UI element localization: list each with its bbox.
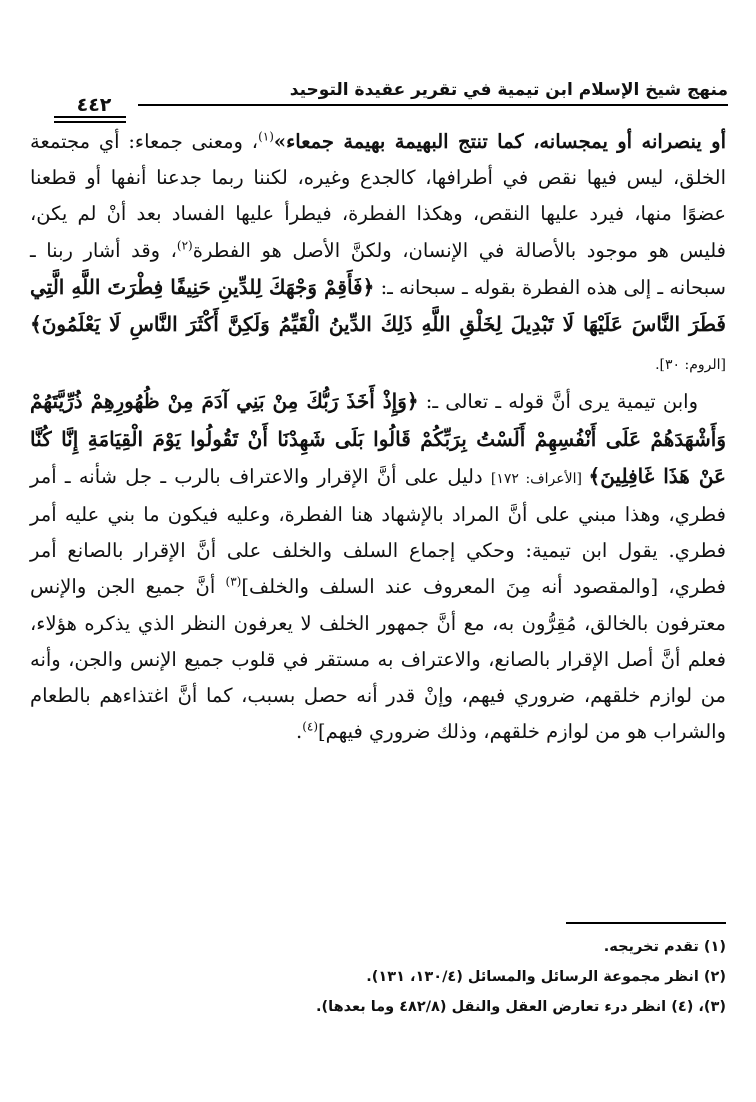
- text-segment: ، وقد أشار ربنا ـ سبحانه ـ إلى هذه الفطرة بقوله ـ سبحانه ـ:: [30, 238, 726, 299]
- quran-verse-rum-30: ﴿فَأَقِمْ وَجْهَكَ لِلدِّينِ حَنِيفًا فِطْرَتَ اللَّهِ الَّتِي فَطَرَ النَّاسَ عَلَيْهَا لَا تَبْدِيلَ لِخَلْقِ اللَّهِ ذَلِكَ الدِّينُ الْقَيِّمُ وَلَكِنَّ أَكْثَرَ النَّاسِ لَا يَعْلَمُونَ﴾: [30, 274, 726, 337]
- text-segment: دليل على أنَّ الإقرار والاعتراف بالرب ـ جل شأنه ـ أمر فطري، وهذا مبني على أنَّ المراد بالإشهاد هنا الفطرة، وعليه فيكون ما بني عليه أمر فطري. يقول ابن تيمية: وحكي إجماع السلف والخلف على أنَّ الإقرار بالصانع أمر فطري، [والمقصود أنه مِنَ المعروف عند السلف والخلف]: [30, 464, 726, 599]
- running-title: منهج شيخ الإسلام ابن تيمية في تقرير عقيدة التوحيد: [289, 80, 728, 100]
- text-segment: ، ومعنى جمعاء: أي مجتمعة الخلق، ليس فيها نقص في أطرافها، كالجدع وغيره، لكننا ربما جدعنا أنفها أو قطعنا عضوًا منها، فيرد عليها النقص، وهكذا الفطرة، فيطرأ عليها الفساد بعد أنْ لم يكن، فليس هو موجود بالأصالة في الإنسان، ولكنَّ الأصل هو الفطرة: [30, 130, 727, 262]
- running-header: [226, 78, 728, 102]
- text-segment: .: [296, 720, 303, 744]
- footnote-2: (٢) انظر مجموعة الرسائل والمسائل (١٣٠/٤، ١٣١).: [366, 969, 726, 985]
- header-rule: [92, 104, 728, 106]
- footnote-3-4: (٣)، (٤) انظر درء تعارض العقل والنقل (٤٨٢/٨ وما بعدها).: [316, 999, 726, 1015]
- verse-reference: [الروم: ٣٠].: [655, 357, 726, 374]
- footnote-marker-4: (٤): [302, 719, 319, 734]
- footnote-marker-1: (١): [258, 129, 274, 144]
- hadith-quote: أو ينصرانه أو يمجسانه، كما تنتج البهيمة بهيمة جمعاء»: [273, 130, 726, 153]
- main-text: [30, 124, 726, 750]
- verse-reference: [الأعراف: ١٧٢]: [490, 470, 589, 487]
- text-segment: أنَّ جميع الجن والإنس معترفون بالخالق، مُقِرُّون به، مع أنَّ جمهور الخلف لا يعرفون النظر الذي يذكره هؤلاء، فعلم أنَّ أصل الإقرار بالصانع، والاعتراف به مستقر في قلوب جميع الإنس والجن، وأنه من لوازم خلقهم، ضروري فيهم، وإنْ قدر أنه حصل بسبب، كما أنَّ اغتذاءهم بالطعام والشراب هو من لوازم خلقهم، وذلك ضروري فيهم]: [30, 575, 726, 744]
- page-number: ٤٤٢: [50, 94, 138, 116]
- paragraph-1: [30, 124, 726, 383]
- footnotes: [30, 932, 726, 1022]
- quran-verse-araf-172: ﴿وَإِذْ أَخَذَ رَبُّكَ مِنْ بَنِي آدَمَ مِنْ ظُهُورِهِمْ ذُرِّيَّتَهُمْ وَأَشْهَدَهُمْ عَلَى أَنْفُسِهِمْ أَلَسْتُ بِرَبِّكُمْ قَالُوا بَلَى شَهِدْنَا أَنْ تَقُولُوا يَوْمَ الْقِيَامَةِ إِنَّا كُنَّا عَنْ هَذَا غَافِلِينَ﴾: [30, 389, 726, 488]
- page-number-rule-lower: [54, 121, 126, 123]
- footnote-marker-3: (٣): [225, 574, 242, 589]
- paragraph-2: [30, 383, 726, 750]
- footnote-marker-2: (٢): [176, 238, 193, 253]
- footnote-1: (١) تقدم تخريجه.: [603, 939, 726, 955]
- footnote-separator: [566, 922, 726, 924]
- text-segment: وابن تيمية يرى أنَّ قوله ـ تعالى ـ:: [418, 390, 698, 414]
- page-number-rule-upper: [54, 116, 126, 118]
